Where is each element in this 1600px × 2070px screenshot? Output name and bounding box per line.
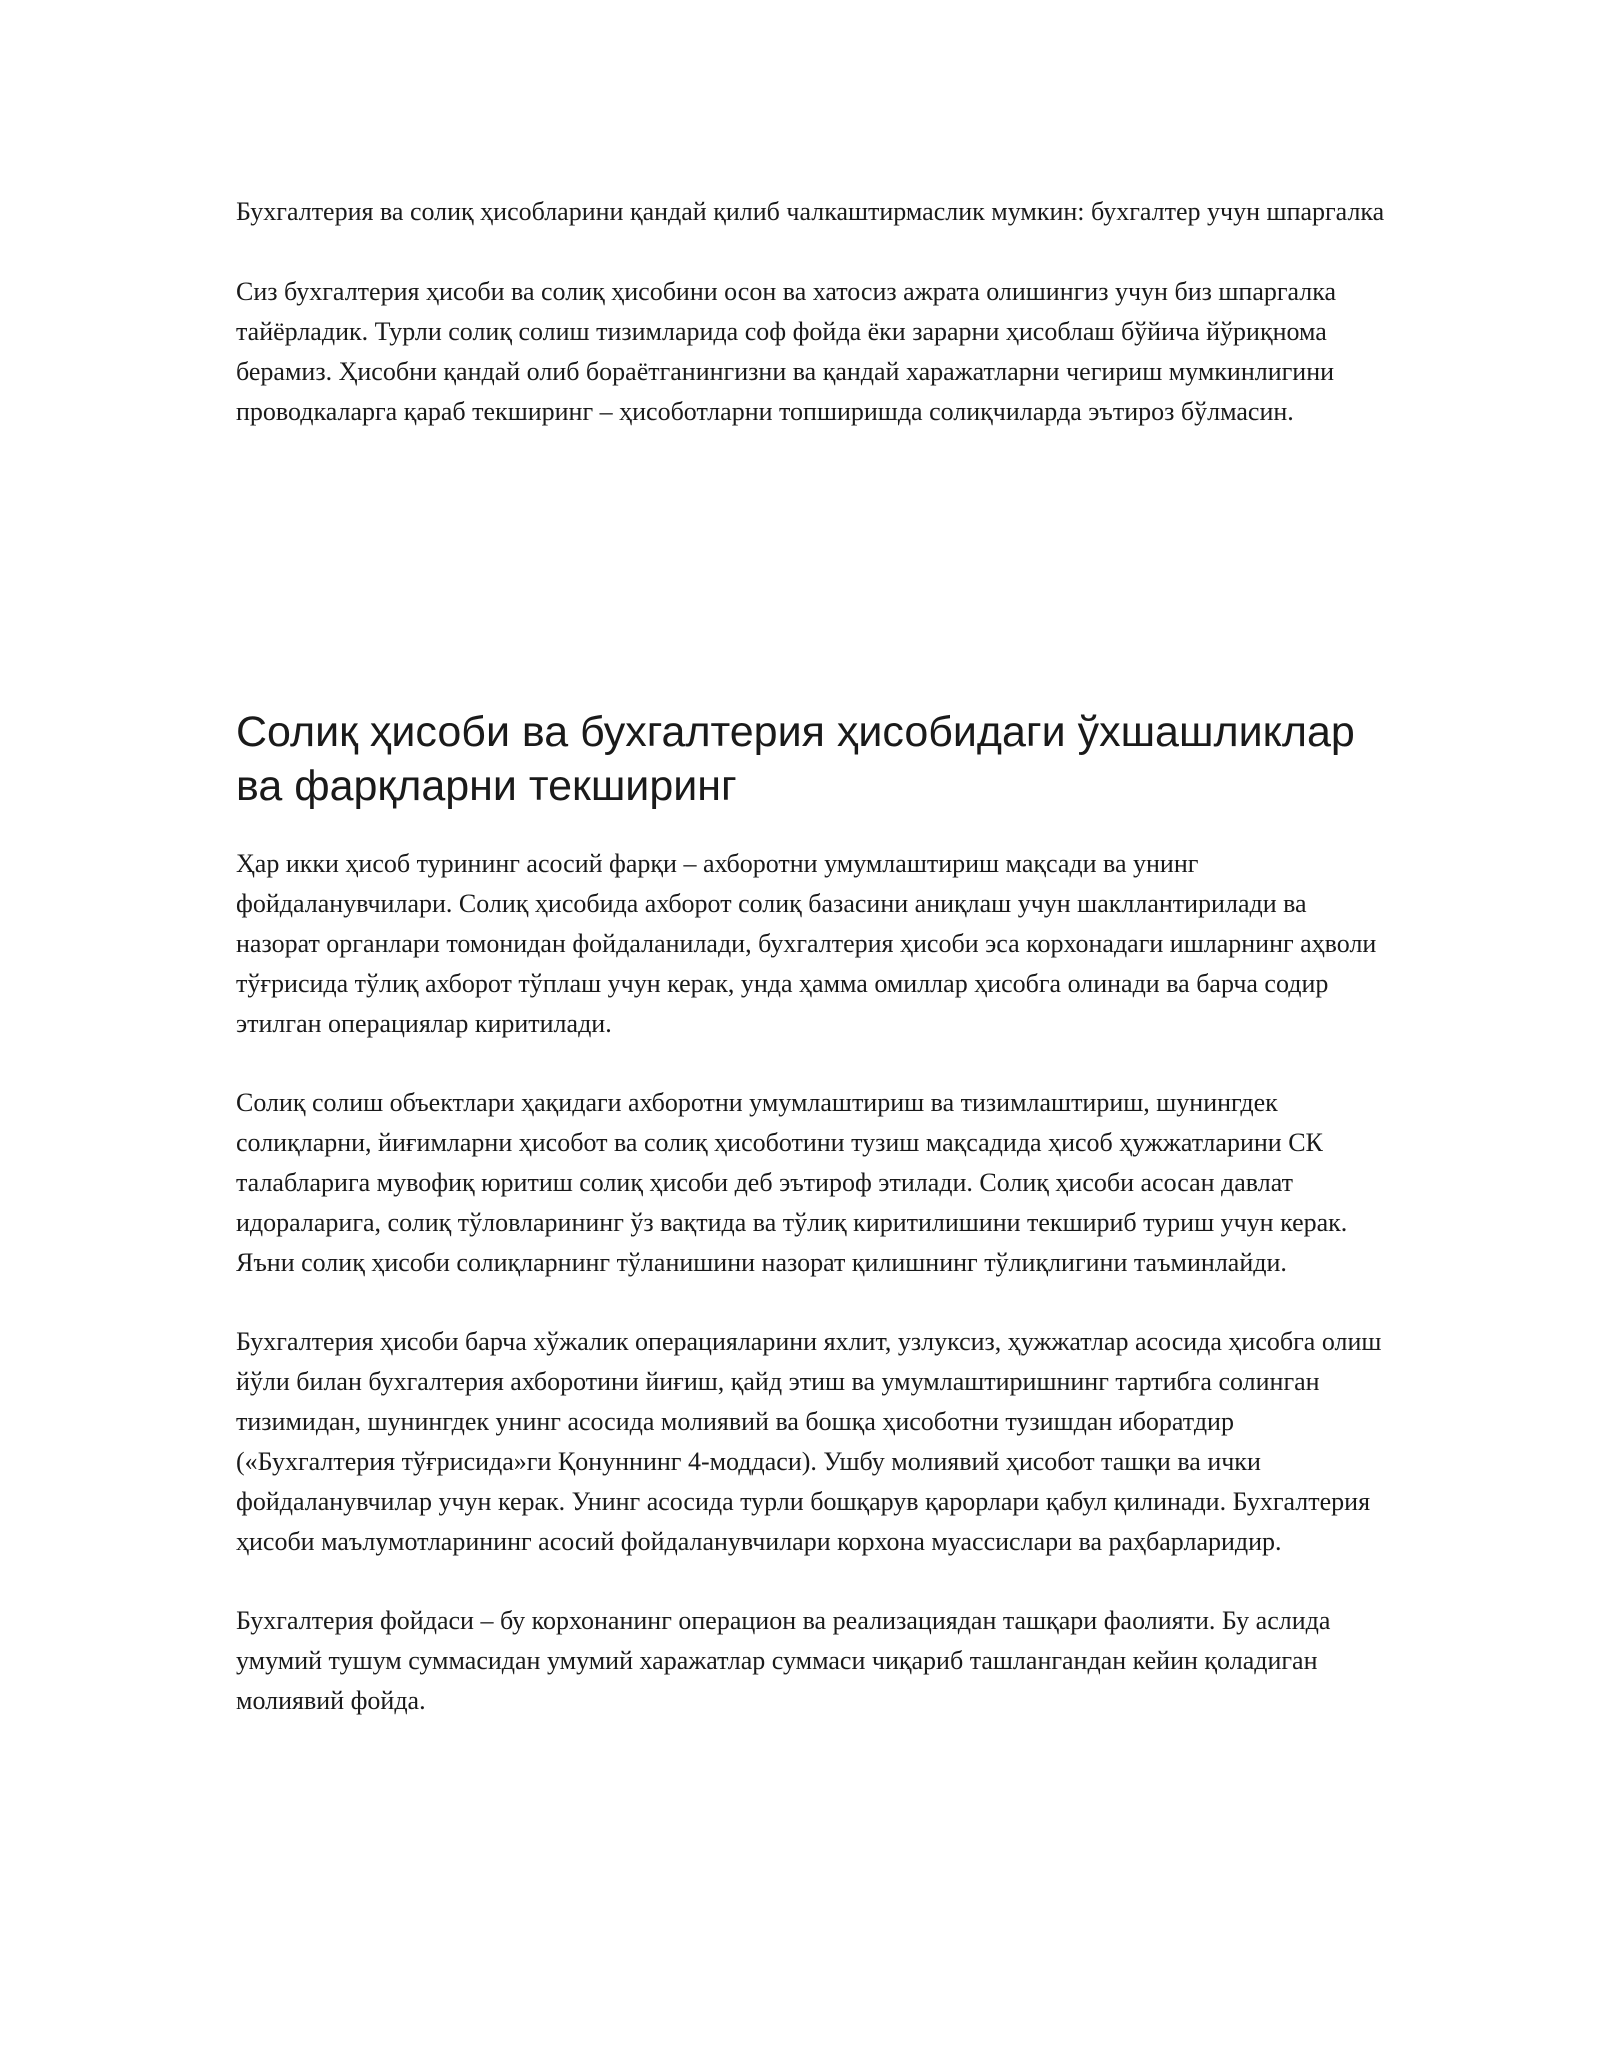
document-page	[236, 192, 1386, 1715]
section-heading: Солиқ ҳисоби ва бухгалтерия ҳисобидаги ўхшашликлар ва фарқларни текширинг	[236, 708, 1355, 810]
section-body	[236, 844, 1386, 1760]
document-title: Бухгалтерия ва солиқ ҳисобларини қандай қилиб чалкаштирмаслик мумкин: бухгалтер учун шпаргалка	[236, 197, 1385, 226]
body-paragraph: Солиқ солиш объектлари ҳақидаги ахборотни умумлаштириш ва тизимлаштириш, шунингдек солиқларни, йиғимларни ҳисобот ва солиқ ҳисоботини тузиш мақсадида ҳисоб ҳужжатларини СК талабларига мувофиқ юритиш солиқ ҳисоби деб эътироф этилади. Солиқ ҳисоби асосан давлат идораларига, солиқ тўловларининг ўз вақтида ва тўлиқ киритилишини текшириб туриш учун керак. Яъни солиқ ҳисоби солиқларнинг тўланишини назорат қилишнинг тўлиқлигини таъминлайди.	[236, 1088, 1348, 1277]
body-paragraph: Ҳар икки ҳисоб турининг асосий фарқи – ахборотни умумлаштириш мақсади ва унинг фойдаланувчилари. Солиқ ҳисобида ахборот солиқ базасини аниқлаш учун шакллантирилади ва назорат органлари томонидан фойдаланилади, бухгалтерия ҳисоби эса корхонадаги ишларнинг аҳволи тўғрисида тўлиқ ахборот тўплаш учун керак, унда ҳамма омиллар ҳисобга олинади ва барча содир этилган операциялар киритилади.	[236, 849, 1377, 1038]
body-paragraph: Бухгалтерия ҳисоби барча хўжалик операцияларини яхлит, узлуксиз, ҳужжатлар асосида ҳисобга олиш йўли билан бухгалтерия ахборотини йиғиш, қайд этиш ва умумлаштиришнинг тартибга солинган тизимидан, шунингдек унинг асосида молиявий ва бошқа ҳисоботни тузишдан иборатдир («Бухгалтерия тўғрисида»ги Қонуннинг 4-моддаси). Ушбу молиявий ҳисобот ташқи ва ички фойдаланувчилар учун керак. Унинг асосида турли бошқарув қарорлари қабул қилинади. Бухгалтерия ҳисоби маълумотларининг асосий фойдаланувчилари корхона муассислари ва раҳбарларидир.	[236, 1327, 1382, 1556]
intro-paragraph: Сиз бухгалтерия ҳисоби ва солиқ ҳисобини осон ва хатосиз ажрата олишингиз учун биз шпаргалка тайёрладик. Турли солиқ солиш тизимларида соф фойда ёки зарарни ҳисоблаш бўйича йўриқнома берамиз. Ҳисобни қандай олиб бораётганингизни ва қандай харажатларни чегириш мумкинлигини проводкаларга қараб текширинг – ҳисоботларни топширишда солиқчиларда эътироз бўлмасин.	[236, 277, 1337, 426]
body-paragraph: Бухгалтерия фойдаси – бу корхонанинг операцион ва реализациядан ташқари фаолияти. Бу аслида умумий тушум суммасидан умумий харажатлар суммаси чиқариб ташлангандан кейин қоладиган молиявий фойда.	[236, 1606, 1331, 1715]
